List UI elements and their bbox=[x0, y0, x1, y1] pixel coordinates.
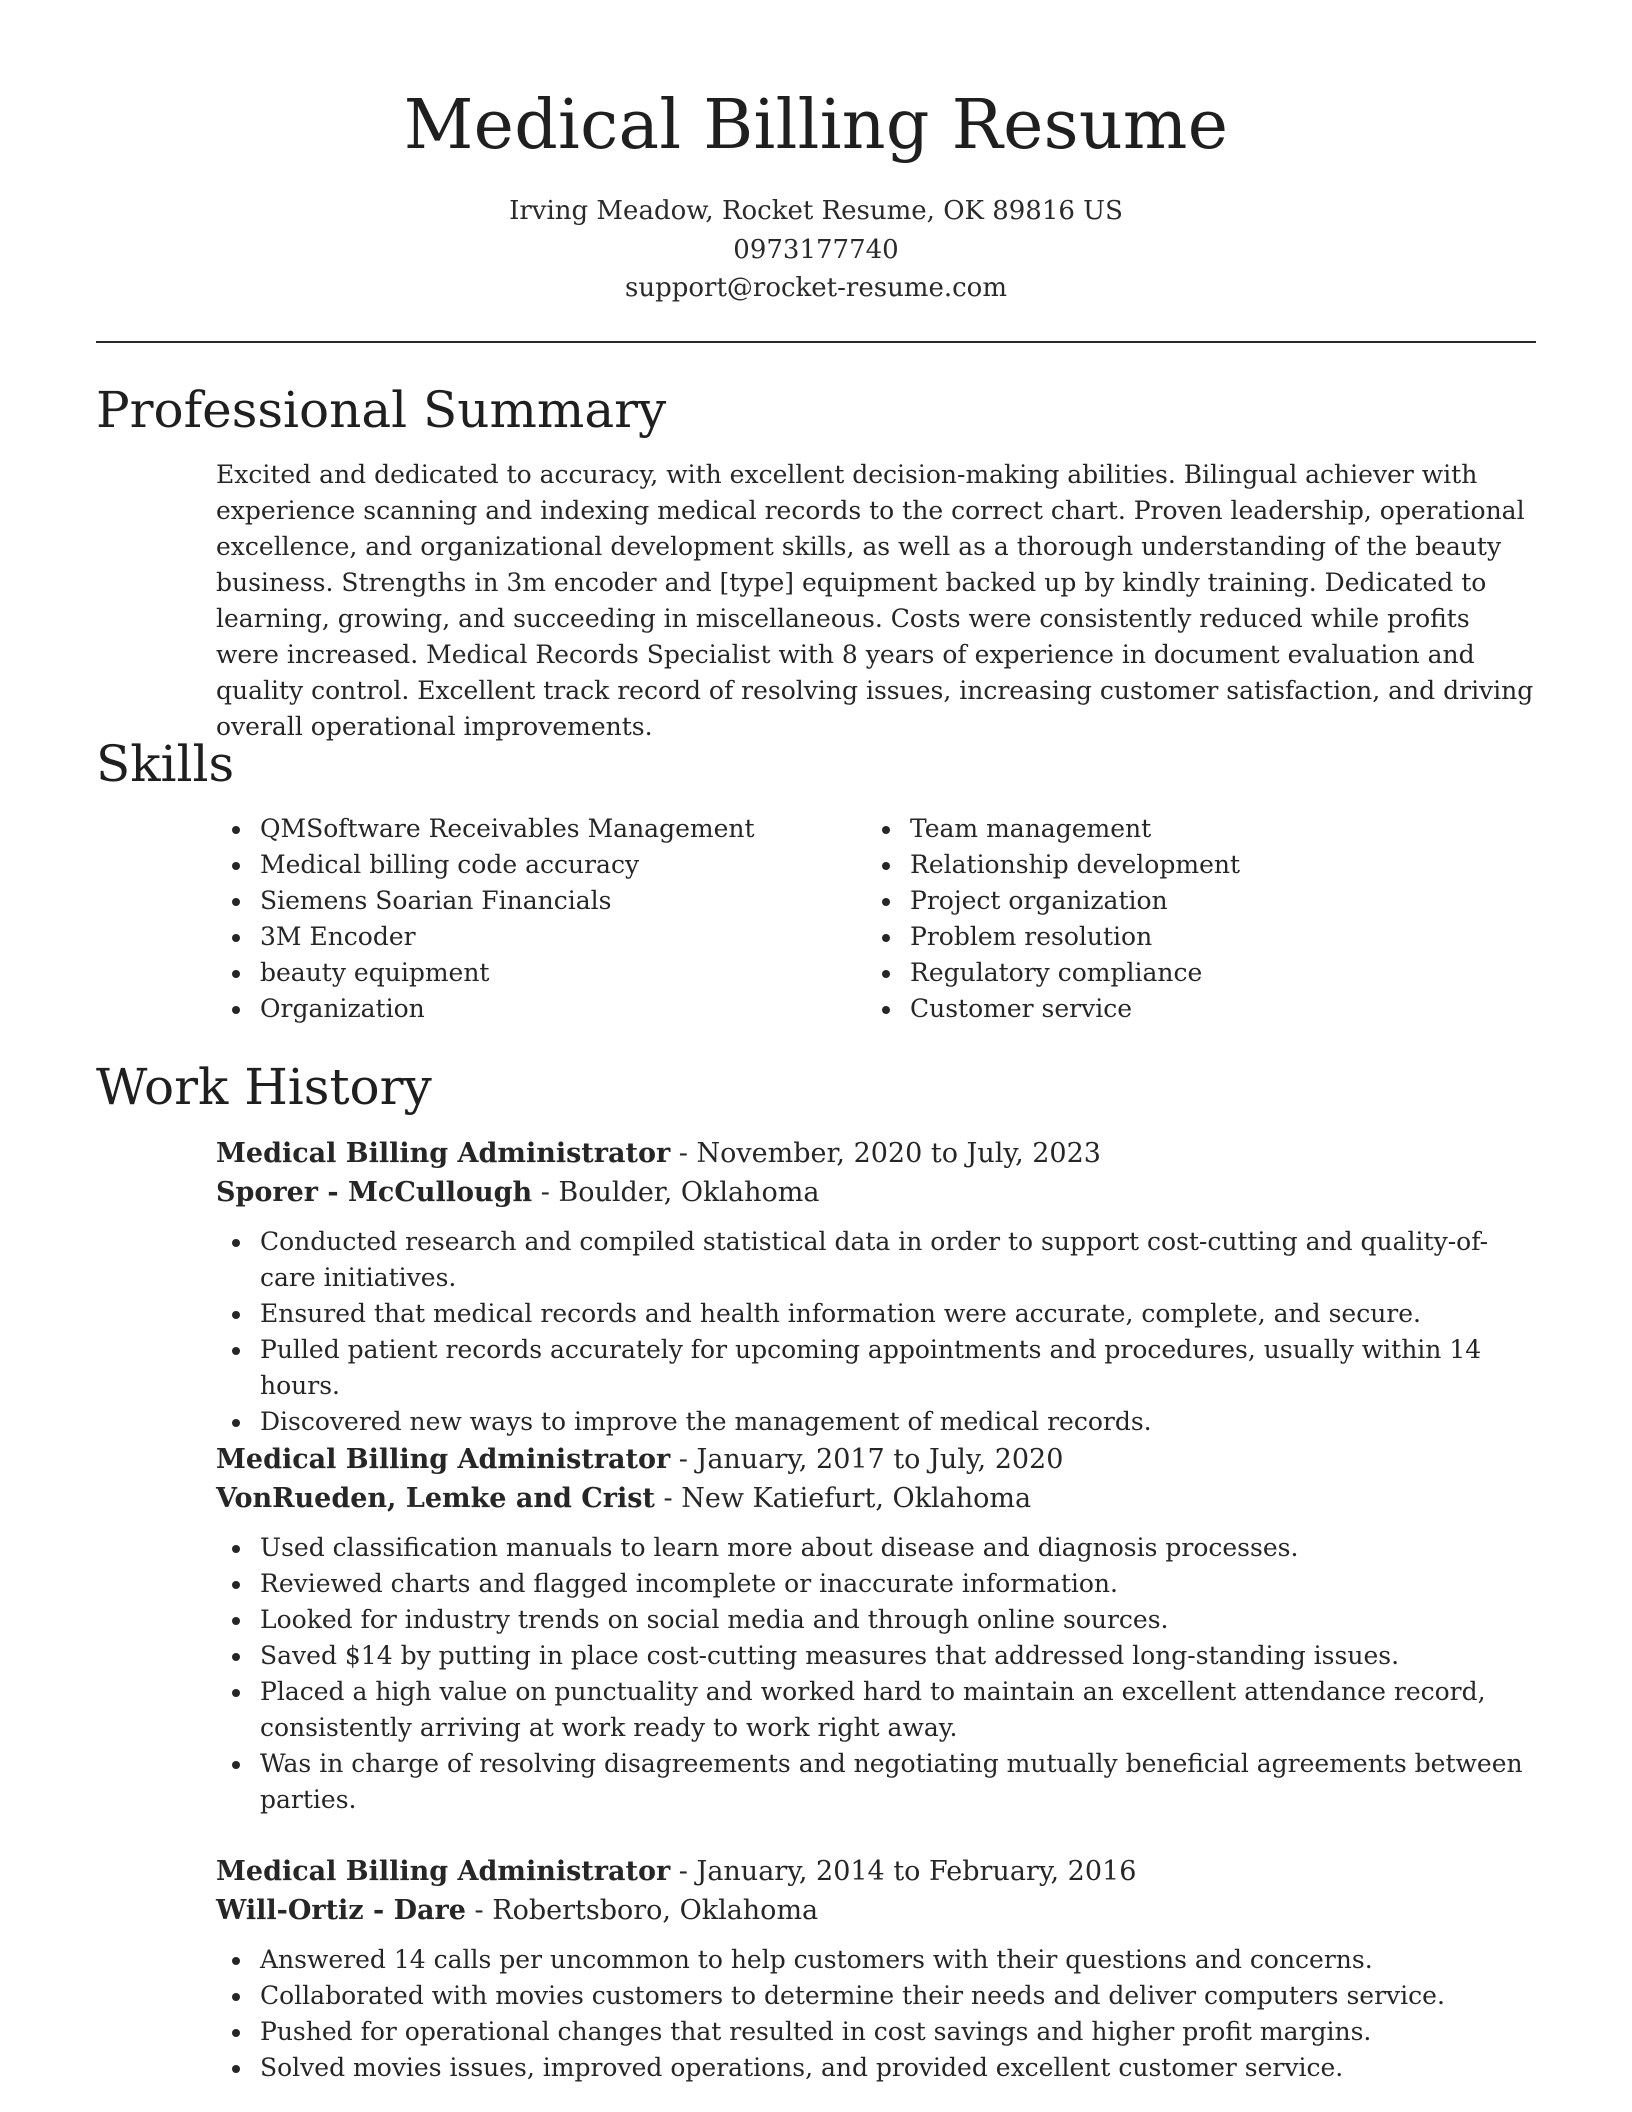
job-title: Medical Billing Administrator bbox=[216, 1138, 671, 1169]
skill-item: Regulatory compliance bbox=[866, 955, 1516, 991]
job-bullet: Collaborated with movies customers to determine their needs and deliver computers service. bbox=[216, 1978, 1536, 2014]
job-bullet: Saved $14 by putting in place cost-cutting measures that addressed long-standing issues. bbox=[216, 1638, 1536, 1674]
job-title-line bbox=[216, 1852, 1536, 1891]
skill-item: Medical billing code accuracy bbox=[216, 847, 866, 883]
job-bullet: Pulled patient records accurately for upcoming appointments and procedures, usually within 14 hours. bbox=[216, 1332, 1536, 1404]
skill-item: 3M Encoder bbox=[216, 919, 866, 955]
job-dates: - January, 2017 to July, 2020 bbox=[670, 1444, 1064, 1475]
job-bullet: Placed a high value on punctuality and worked hard to maintain an excellent attendance record, consistently arriving at work ready to work right away. bbox=[216, 1674, 1536, 1746]
job-bullet: Discovered new ways to improve the management of medical records. bbox=[216, 1404, 1536, 1440]
job-entry bbox=[216, 1134, 1536, 1440]
job-title-line bbox=[216, 1134, 1536, 1173]
job-bullet: Pushed for operational changes that resulted in cost savings and higher profit margins. bbox=[216, 2014, 1536, 2050]
header-divider bbox=[96, 341, 1536, 343]
job-dates: - November, 2020 to July, 2023 bbox=[670, 1138, 1101, 1169]
job-company-line bbox=[216, 1891, 1536, 1930]
job-bullets bbox=[216, 1224, 1536, 1440]
contact-phone: 0973177740 bbox=[733, 234, 899, 265]
contact-info bbox=[96, 192, 1536, 308]
job-bullet: Solved movies issues, improved operations, and provided excellent customer service. bbox=[216, 2050, 1536, 2086]
skill-item: Siemens Soarian Financials bbox=[216, 883, 866, 919]
job-bullet: Reviewed charts and flagged incomplete or inaccurate information. bbox=[216, 1566, 1536, 1602]
skill-item: Problem resolution bbox=[866, 919, 1516, 955]
job-location: - Robertsboro, Oklahoma bbox=[465, 1895, 819, 1926]
job-company: Sporer - McCullough bbox=[216, 1177, 533, 1208]
job-bullet: Conducted research and compiled statistical data in order to support cost-cutting and quality-of-care initiatives. bbox=[216, 1224, 1536, 1296]
contact-address: Irving Meadow, Rocket Resume, OK 89816 US bbox=[509, 196, 1123, 226]
job-bullet: Ensured that medical records and health information were accurate, complete, and secure. bbox=[216, 1296, 1536, 1332]
job-company: Will-Ortiz - Dare bbox=[216, 1895, 466, 1926]
job-entry bbox=[216, 1440, 1536, 1818]
job-dates: - January, 2014 to February, 2016 bbox=[670, 1856, 1137, 1887]
resume-title: Medical Billing Resume bbox=[403, 86, 1229, 165]
job-title-line bbox=[216, 1440, 1536, 1479]
summary-heading: Professional Summary bbox=[96, 381, 667, 439]
skill-item: Team management bbox=[866, 811, 1516, 847]
skills-heading: Skills bbox=[96, 735, 235, 793]
job-title: Medical Billing Administrator bbox=[216, 1444, 671, 1475]
job-location: - Boulder, Oklahoma bbox=[532, 1177, 820, 1208]
skill-item: Customer service bbox=[866, 991, 1516, 1027]
job-bullets bbox=[216, 1942, 1536, 2086]
job-location: - New Katiefurt, Oklahoma bbox=[654, 1483, 1032, 1514]
skill-item: Project organization bbox=[866, 883, 1516, 919]
job-bullet: Looked for industry trends on social media and through online sources. bbox=[216, 1602, 1536, 1638]
skill-item: beauty equipment bbox=[216, 955, 866, 991]
skills-column-left bbox=[216, 811, 866, 1027]
skill-item: QMSoftware Receivables Management bbox=[216, 811, 866, 847]
job-bullet: Answered 14 calls per uncommon to help customers with their questions and concerns. bbox=[216, 1942, 1536, 1978]
job-title: Medical Billing Administrator bbox=[216, 1856, 671, 1887]
job-bullet: Used classification manuals to learn more about disease and diagnosis processes. bbox=[216, 1530, 1536, 1566]
summary-text: Excited and dedicated to accuracy, with excellent decision-making abilities. Bilingual achiever with experience scanning and indexing medical records to the correct chart. Proven leadership, operational excellence, and organizational development skills, as well as a thorough understanding of the beauty business. Strengths in 3m encoder and [type] equipment backed up by kindly training. Dedicated to learning, growing, and succeeding in miscellaneous. Costs were consistently reduced while profits were increased. Medical Records Specialist with 8 years of experience in document evaluation and quality control. Excellent track record of resolving issues, increasing customer satisfaction, and driving overall operational improvements. bbox=[216, 460, 1534, 741]
job-company-line bbox=[216, 1173, 1536, 1212]
job-bullets bbox=[216, 1530, 1536, 1818]
job-bullet: Was in charge of resolving disagreements and negotiating mutually beneficial agreements between parties. bbox=[216, 1746, 1536, 1818]
work-history-heading: Work History bbox=[96, 1058, 432, 1116]
skills-column-right bbox=[866, 811, 1516, 1027]
job-company: VonRueden, Lemke and Crist bbox=[216, 1483, 655, 1514]
skill-item: Relationship development bbox=[866, 847, 1516, 883]
skill-item: Organization bbox=[216, 991, 866, 1027]
job-company-line bbox=[216, 1479, 1536, 1518]
job-entry bbox=[216, 1852, 1536, 2086]
skills-list bbox=[216, 811, 1536, 1027]
contact-email: support@rocket-resume.com bbox=[624, 273, 1007, 303]
